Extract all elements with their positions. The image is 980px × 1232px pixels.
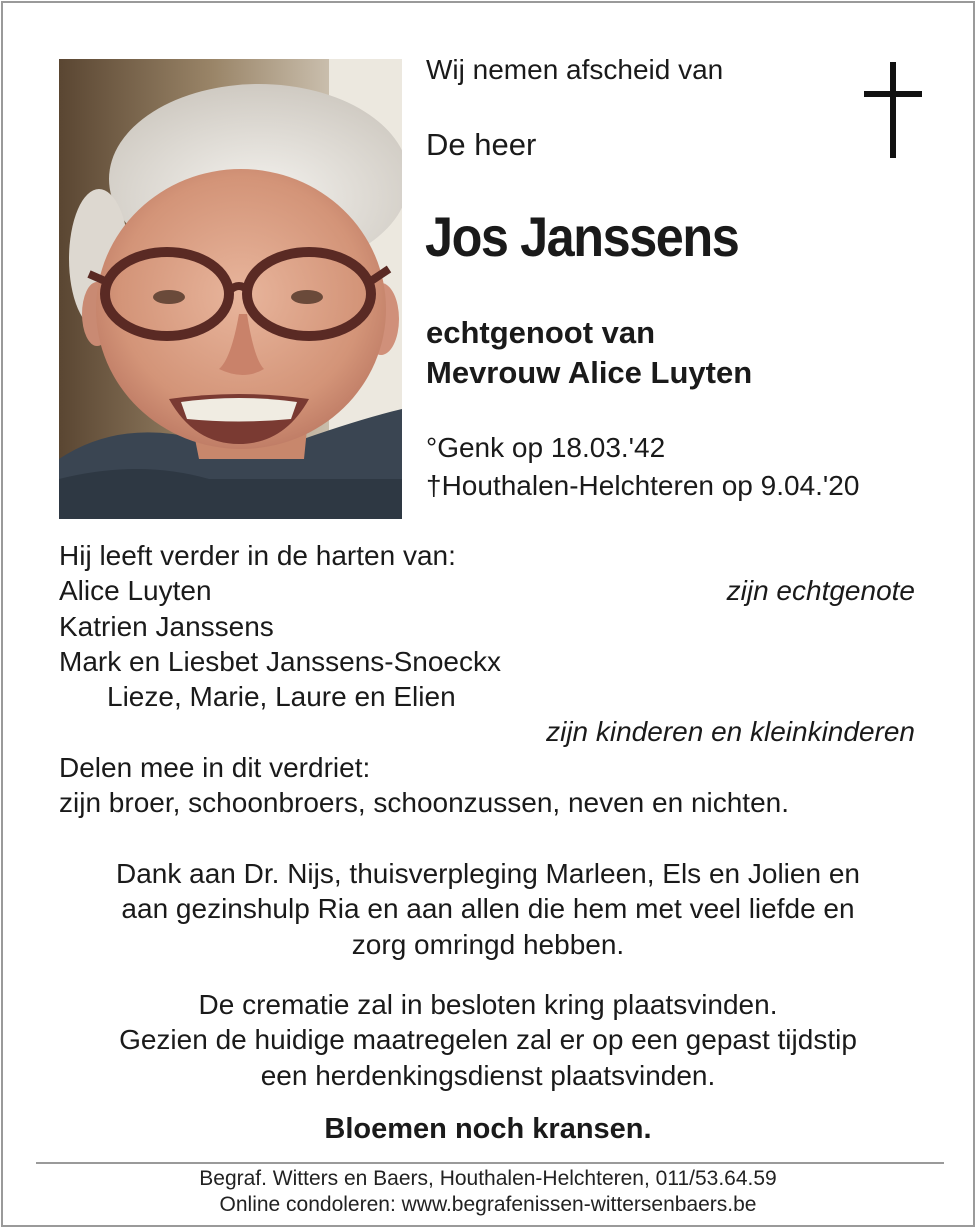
survivor-row: Katrien Janssens (59, 610, 274, 642)
survivors-heading: Hij leeft verder in de harten van: (59, 540, 456, 571)
funeral-home-info: Begraf. Witters en Baers, Houthalen-Helchteren, 011/53.64.59 (199, 1167, 777, 1190)
spouse-name: Mevrouw Alice Luyten (426, 355, 753, 390)
flowers-note: Bloemen noch kransen. (324, 1113, 652, 1145)
thanks-paragraph (0, 856, 976, 962)
others-list: zijn broer, schoonbroers, schoonzussen, neven en nichten. (59, 787, 790, 819)
cremation-paragraph (0, 987, 976, 1093)
grandchildren-row: Lieze, Marie, Laure en Elien (107, 681, 456, 713)
spouse-label: echtgenoot van (426, 315, 656, 350)
cremation-line: Gezien de huidige maatregelen zal er op een gepast tijdstip (119, 1024, 857, 1056)
cremation-line: een herdenkingsdienst plaatsvinden. (260, 1059, 716, 1091)
thanks-line: Dank aan Dr. Nijs, thuisverpleging Marleen, Els en Jolien en (116, 858, 860, 889)
footer-divider (36, 1162, 944, 1164)
deceased-name: Jos Janssens (425, 205, 739, 268)
survivors-block (59, 538, 915, 820)
survivor-role: zijn kinderen en kleinkinderen (546, 716, 915, 748)
honorific: De heer (426, 127, 537, 162)
survivor-role: zijn echtgenote (726, 575, 915, 607)
survivor-row (59, 573, 915, 608)
portrait-photo (59, 59, 402, 519)
others-heading: Delen mee in dit verdriet: (59, 751, 371, 783)
birth-date: °Genk op 18.03.'42 (426, 432, 666, 463)
cross-icon (864, 62, 922, 158)
survivor-name: Alice Luyten (59, 575, 212, 607)
thanks-line: zorg omringd hebben. (351, 928, 625, 960)
death-date: †Houthalen-Helchteren op 9.04.'20 (426, 470, 860, 501)
survivor-row (59, 714, 915, 749)
cremation-line: De crematie zal in besloten kring plaatsvinden. (198, 989, 778, 1020)
intro-text: Wij nemen afscheid van (426, 54, 724, 85)
condolence-link[interactable]: Online condoleren: www.begrafenissen-wittersenbaers.be (219, 1193, 757, 1216)
survivor-row: Mark en Liesbet Janssens-Snoeckx (59, 645, 501, 677)
thanks-line: aan gezinshulp Ria en aan allen die hem met veel liefde en (121, 893, 855, 925)
